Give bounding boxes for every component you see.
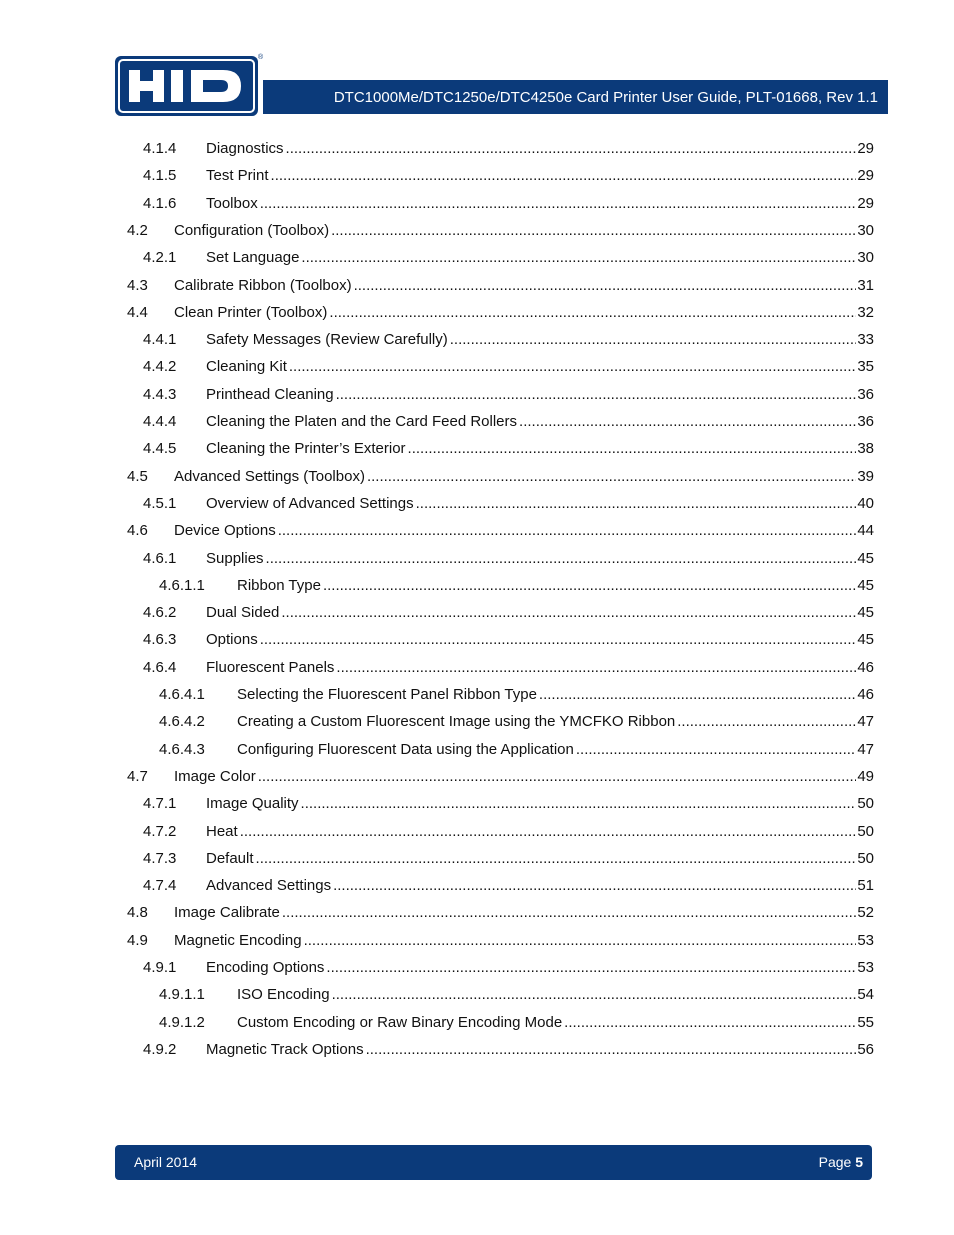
toc-entry-page: 44: [857, 522, 874, 540]
toc-entry[interactable]: [0, 357, 954, 377]
toc-entry-number: 4.4: [127, 303, 148, 321]
toc-entry-title: Fluorescent Panels: [206, 658, 335, 676]
toc-entry-number: 4.6.3: [143, 631, 177, 649]
toc-entry[interactable]: [0, 549, 954, 569]
toc-entry-page: 36: [857, 385, 874, 403]
toc-entry-title: Encoding Options: [206, 959, 325, 976]
toc-entry-title: Custom Encoding or Raw Binary Encoding Mode: [237, 1013, 563, 1031]
toc-entry-title: Toolbox: [206, 194, 258, 212]
toc-entry[interactable]: [0, 303, 954, 323]
toc-entry-page: 33: [857, 331, 874, 349]
toc-entry-number: 4.4.5: [143, 440, 177, 458]
toc-entry-title: Options: [206, 631, 258, 649]
toc-entry[interactable]: [0, 276, 954, 296]
toc-entry-page: 29: [857, 140, 874, 157]
toc-dot-leader: [333, 876, 856, 896]
toc-entry-page: 54: [857, 986, 874, 1004]
toc-entry-title: Image Calibrate: [174, 904, 280, 922]
toc-entry-number: 4.2.1: [143, 249, 177, 267]
toc-dot-leader: [326, 958, 856, 978]
toc-entry-title: Selecting the Fluorescent Panel Ribbon Type: [237, 686, 537, 703]
toc-entry-number: 4.7: [127, 767, 148, 785]
toc-dot-leader: [539, 685, 856, 705]
toc-entry-title: Heat: [206, 822, 238, 840]
toc-entry-title: Set Language: [206, 249, 300, 267]
registered-mark: ®: [258, 54, 264, 61]
toc-entry[interactable]: [0, 903, 954, 923]
toc-entry-number: 4.4.1: [143, 331, 177, 349]
toc-entry-page: 38: [857, 440, 874, 458]
footer-page: [819, 1154, 863, 1170]
toc-entry-page: 55: [857, 1013, 874, 1031]
toc-entry-title: Magnetic Encoding: [174, 931, 302, 949]
toc-entry-title: Printhead Cleaning: [206, 385, 334, 403]
toc-entry-title: Overview of Advanced Settings: [206, 494, 414, 512]
toc-entry-title: Calibrate Ribbon (Toolbox): [174, 276, 352, 294]
toc-entry-number: 4.2: [127, 221, 148, 239]
toc-entry[interactable]: [0, 767, 954, 787]
toc-entry-number: 4.6.1: [143, 549, 177, 567]
footer-date: April 2014: [134, 1154, 198, 1170]
toc-entry-number: 4.1.4: [143, 140, 177, 157]
toc-entry[interactable]: [0, 658, 954, 678]
toc-dot-leader: [677, 712, 856, 732]
toc-entry-number: 4.9: [127, 931, 148, 949]
toc-dot-leader: [366, 1040, 857, 1060]
toc-entry[interactable]: [0, 439, 954, 459]
toc-entry-number: 4.6.4.2: [159, 713, 205, 731]
toc-dot-leader: [256, 849, 857, 869]
toc-entry-page: 52: [857, 904, 874, 922]
toc-dot-leader: [266, 549, 857, 569]
toc-entry-number: 4.6.4.3: [159, 740, 205, 758]
header-title-bar: [263, 80, 888, 114]
toc-entry-number: 4.7.1: [143, 795, 177, 813]
toc-entry-number: 4.6.1.1: [159, 576, 205, 594]
toc-entry[interactable]: [0, 385, 954, 405]
toc-entry-number: 4.1.5: [143, 167, 177, 185]
toc-entry-title: Creating a Custom Fluorescent Image using the YMCFKO Ribbon: [237, 713, 676, 731]
toc-entry-page: 45: [857, 549, 874, 567]
toc-entry-number: 4.1.6: [143, 194, 177, 212]
toc-dot-leader: [576, 740, 856, 760]
toc-entry-page: 53: [857, 959, 874, 976]
toc-entry-title: Safety Messages (Review Carefully): [206, 331, 448, 349]
toc-entry-page: 40: [857, 494, 874, 512]
toc-entry-page: 46: [857, 658, 874, 676]
toc-entry-title: Diagnostics: [206, 140, 284, 157]
toc-entry[interactable]: [0, 958, 954, 978]
toc-entry-number: 4.9.1: [143, 959, 177, 976]
toc-dot-leader: [286, 139, 857, 159]
hid-logo: [115, 56, 258, 116]
toc-entry-page: 45: [857, 631, 874, 649]
toc-entry[interactable]: [0, 194, 954, 214]
toc-dot-leader: [332, 985, 857, 1005]
toc-entry-number: 4.6.4.1: [159, 686, 205, 703]
toc-dot-leader: [258, 767, 857, 787]
toc-entry-title: Cleaning the Printer’s Exterior: [206, 440, 406, 458]
document-title: DTC1000Me/DTC1250e/DTC4250e Card Printer User Guide, PLT-01668, Rev 1.1: [333, 88, 878, 106]
toc-dot-leader: [336, 385, 857, 405]
toc-dot-leader: [416, 494, 857, 514]
toc-entry[interactable]: [0, 221, 954, 241]
toc-dot-leader: [282, 903, 856, 923]
toc-entry-page: 31: [857, 276, 874, 294]
footer-page-label: Page: [818, 1154, 852, 1170]
toc-entry[interactable]: [0, 1040, 954, 1060]
toc-dot-leader: [260, 630, 857, 650]
footer-page-number: 5: [855, 1154, 863, 1170]
toc-entry-page: 49: [857, 767, 874, 785]
toc-entry-number: 4.5.1: [143, 494, 177, 512]
toc-entry-page: 30: [857, 249, 874, 267]
toc-entry-page: 50: [857, 795, 874, 813]
toc-entry-number: 4.9.2: [143, 1040, 177, 1058]
toc-entry[interactable]: [0, 166, 954, 186]
toc-entry-number: 4.7.2: [143, 822, 177, 840]
toc-entry[interactable]: [0, 985, 954, 1005]
toc-entry[interactable]: [0, 822, 954, 842]
toc-dot-leader: [304, 931, 857, 951]
toc-dot-leader: [278, 521, 857, 541]
toc-dot-leader: [301, 248, 856, 268]
toc-dot-leader: [450, 330, 857, 350]
toc-entry-title: Cleaning Kit: [206, 358, 287, 376]
toc-entry-title: Clean Printer (Toolbox): [174, 303, 328, 321]
toc-entry-page: 56: [857, 1040, 874, 1058]
toc-entry[interactable]: [0, 412, 954, 432]
toc-entry-number: 4.6.4: [143, 658, 177, 676]
toc-entry-page: 36: [857, 413, 874, 430]
toc-entry-page: 47: [857, 713, 874, 731]
toc-dot-leader: [323, 576, 856, 596]
toc-entry[interactable]: [0, 794, 954, 814]
toc-entry[interactable]: [0, 685, 954, 705]
toc-entry-number: 4.4.3: [143, 385, 177, 403]
toc-entry-number: 4.6.2: [143, 604, 177, 622]
toc-entry[interactable]: [0, 630, 954, 650]
toc-entry-page: 51: [857, 877, 874, 895]
toc-entry-page: 30: [857, 221, 874, 239]
toc-entry[interactable]: [0, 139, 954, 159]
toc-entry-page: 45: [857, 604, 874, 622]
toc-entry-page: 32: [857, 303, 874, 321]
toc-entry[interactable]: [0, 849, 954, 869]
toc-entry-title: Image Color: [174, 767, 256, 785]
toc-entry-title: Cleaning the Platen and the Card Feed Rollers: [206, 413, 518, 430]
toc-entry[interactable]: [0, 603, 954, 623]
toc-dot-leader: [354, 276, 857, 296]
toc-entry-page: 47: [857, 740, 874, 758]
toc-dot-leader: [260, 194, 857, 214]
toc-entry[interactable]: [0, 521, 954, 541]
toc-entry-title: Default: [206, 849, 254, 867]
toc-entry-page: 50: [857, 822, 874, 840]
toc-dot-leader: [329, 303, 856, 323]
toc-dot-leader: [564, 1013, 856, 1033]
toc-entry-title: Device Options: [174, 522, 276, 540]
toc-entry-page: 39: [857, 467, 874, 485]
toc-entry-number: 4.8: [127, 904, 148, 922]
toc-entry[interactable]: [0, 576, 954, 596]
toc-entry-title: ISO Encoding: [237, 986, 330, 1004]
toc-entry-page: 35: [857, 358, 874, 376]
toc-entry[interactable]: [0, 931, 954, 951]
toc-entry-title: Configuring Fluorescent Data using the Application: [237, 740, 574, 758]
toc-entry-number: 4.6: [127, 522, 148, 540]
toc-entry-title: Magnetic Track Options: [206, 1040, 364, 1058]
toc-entry-page: 53: [857, 931, 874, 949]
toc-dot-leader: [331, 221, 856, 241]
toc-entry-page: 50: [857, 849, 874, 867]
toc-entry-title: Ribbon Type: [237, 576, 321, 594]
toc-dot-leader: [408, 439, 857, 459]
toc-entry-title: Test Print: [206, 167, 269, 185]
toc-entry[interactable]: [0, 876, 954, 896]
toc-dot-leader: [289, 357, 856, 377]
toc-entry-number: 4.4.4: [143, 413, 177, 430]
toc-entry[interactable]: [0, 1013, 954, 1033]
toc-entry-number: 4.9.1.2: [159, 1013, 205, 1031]
toc-entry-number: 4.3: [127, 276, 148, 294]
toc-entry-page: 46: [857, 686, 874, 703]
footer-bar: [115, 1145, 872, 1180]
toc-entry-title: Supplies: [206, 549, 264, 567]
toc-dot-leader: [240, 822, 857, 842]
toc-dot-leader: [367, 467, 856, 487]
toc-entry-page: 45: [857, 576, 874, 594]
toc-entry[interactable]: [0, 712, 954, 732]
toc-dot-leader: [519, 412, 856, 432]
toc-entry[interactable]: [0, 467, 954, 487]
toc-entry-page: 29: [857, 194, 874, 212]
toc-entry-number: 4.7.3: [143, 849, 177, 867]
toc-entry-title: Advanced Settings: [206, 877, 332, 895]
toc-dot-leader: [301, 794, 857, 814]
toc-dot-leader: [281, 603, 856, 623]
toc-entry-title: Configuration (Toolbox): [174, 221, 330, 239]
toc-entry-number: 4.9.1.1: [159, 986, 205, 1004]
toc-entry-title: Advanced Settings (Toolbox): [174, 467, 365, 485]
toc-entry[interactable]: [0, 740, 954, 760]
toc-entry-title: Dual Sided: [206, 604, 280, 622]
toc-entry-page: 29: [857, 167, 874, 185]
toc-entry-title: Image Quality: [206, 795, 299, 813]
toc-entry[interactable]: [0, 494, 954, 514]
toc-entry-number: 4.5: [127, 467, 148, 485]
toc-dot-leader: [271, 166, 857, 186]
toc-entry-number: 4.4.2: [143, 358, 177, 376]
toc-entry[interactable]: [0, 248, 954, 268]
toc-entry[interactable]: [0, 330, 954, 350]
toc-dot-leader: [336, 658, 856, 678]
toc-entry-number: 4.7.4: [143, 877, 177, 895]
